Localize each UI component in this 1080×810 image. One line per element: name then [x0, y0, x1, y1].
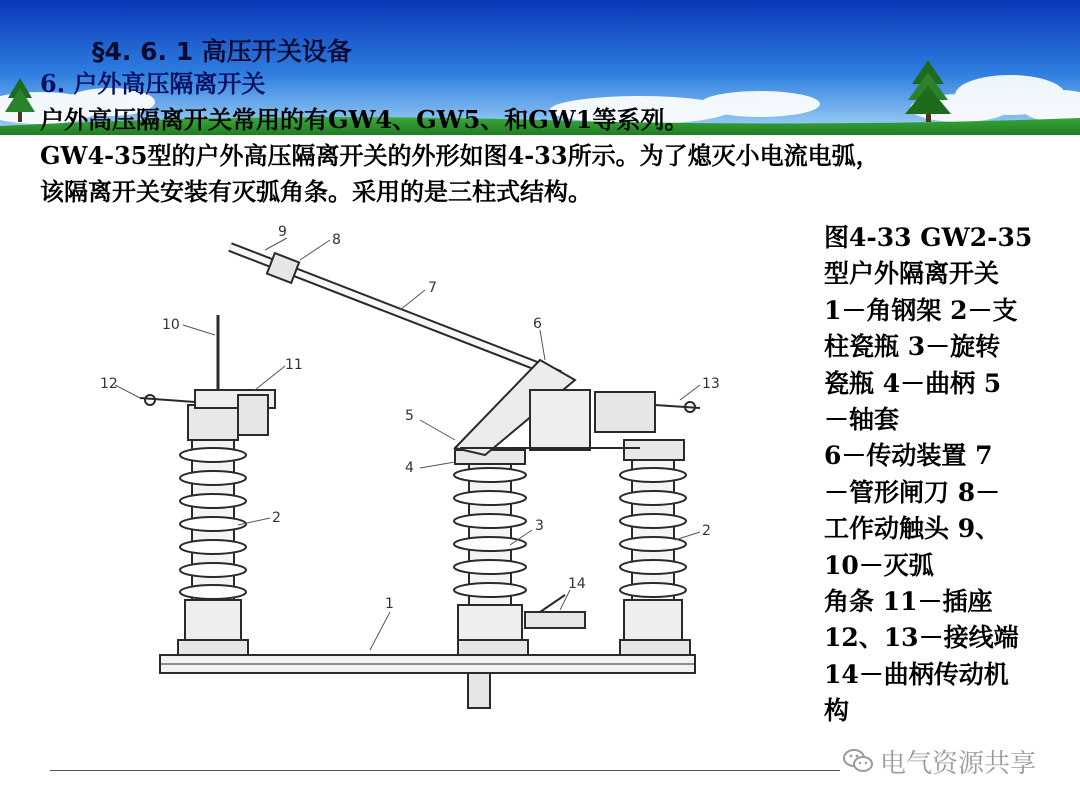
- caption-line: 柱瓷瓶 3－旋转: [824, 332, 1001, 362]
- body-line-1: 户外高压隔离开关常用的有GW4、GW5、和GW1等系列。: [40, 105, 689, 134]
- caption-line: 图4-33 GW2-35: [824, 223, 1033, 252]
- caption-line: 12、13－接线端: [824, 623, 1019, 653]
- caption-line: 10－灭弧: [824, 550, 934, 580]
- caption-line: －轴套: [824, 405, 900, 435]
- figure-label-13: 13: [702, 376, 720, 392]
- subtitle: 6. 户外高压隔离开关: [40, 69, 266, 98]
- figure-label-14: 14: [568, 576, 586, 592]
- figure-label-5: 5: [405, 408, 414, 424]
- footer-divider: [50, 770, 840, 771]
- figure-caption: [824, 220, 1059, 730]
- caption-line: 6－传动装置 7: [824, 441, 993, 471]
- figure-label-11: 11: [285, 357, 303, 373]
- figure-label-9: 9: [278, 224, 287, 240]
- caption-line: 14－曲柄传动机: [824, 659, 1009, 689]
- figure-label-2-left: 2: [272, 510, 281, 526]
- caption-line: 构: [824, 696, 850, 726]
- caption-line: 型户外隔离开关: [824, 259, 1000, 289]
- body-line-2: GW4-35型的户外高压隔离开关的外形如图4-33所示。为了熄灭小电流电弧，: [40, 141, 880, 170]
- wechat-icon: [842, 747, 874, 775]
- caption-line: 瓷瓶 4－曲柄 5: [824, 368, 1002, 398]
- section-title: §4. 6. 1 高压开关设备: [92, 37, 352, 66]
- figure-label-12: 12: [100, 376, 118, 392]
- figure-label-4: 4: [405, 460, 414, 476]
- caption-line: 1－角钢架 2－支: [824, 295, 1018, 325]
- body-line-3: 该隔离开关安装有灭弧角条。采用的是三柱式结构。: [40, 177, 592, 206]
- left-insulator: [180, 405, 246, 640]
- figure-label-3: 3: [535, 518, 544, 534]
- caption-line: 角条 11－插座: [824, 587, 993, 617]
- figure-label-8: 8: [332, 232, 341, 248]
- figure-label-2-right: 2: [702, 523, 711, 539]
- isolating-switch-drawing: [100, 220, 725, 720]
- watermark-text: 电气资源共享: [880, 748, 1037, 779]
- caption-line: －管形闸刀 8－: [824, 477, 1001, 507]
- figure-label-7: 7: [428, 280, 437, 296]
- caption-line: 工作动触头 9、: [824, 514, 1001, 544]
- watermark: [842, 743, 1036, 779]
- figure-label-1: 1: [385, 596, 394, 612]
- figure-label-10: 10: [162, 317, 180, 333]
- figure-label-6: 6: [533, 316, 542, 332]
- center-insulator: [454, 450, 526, 640]
